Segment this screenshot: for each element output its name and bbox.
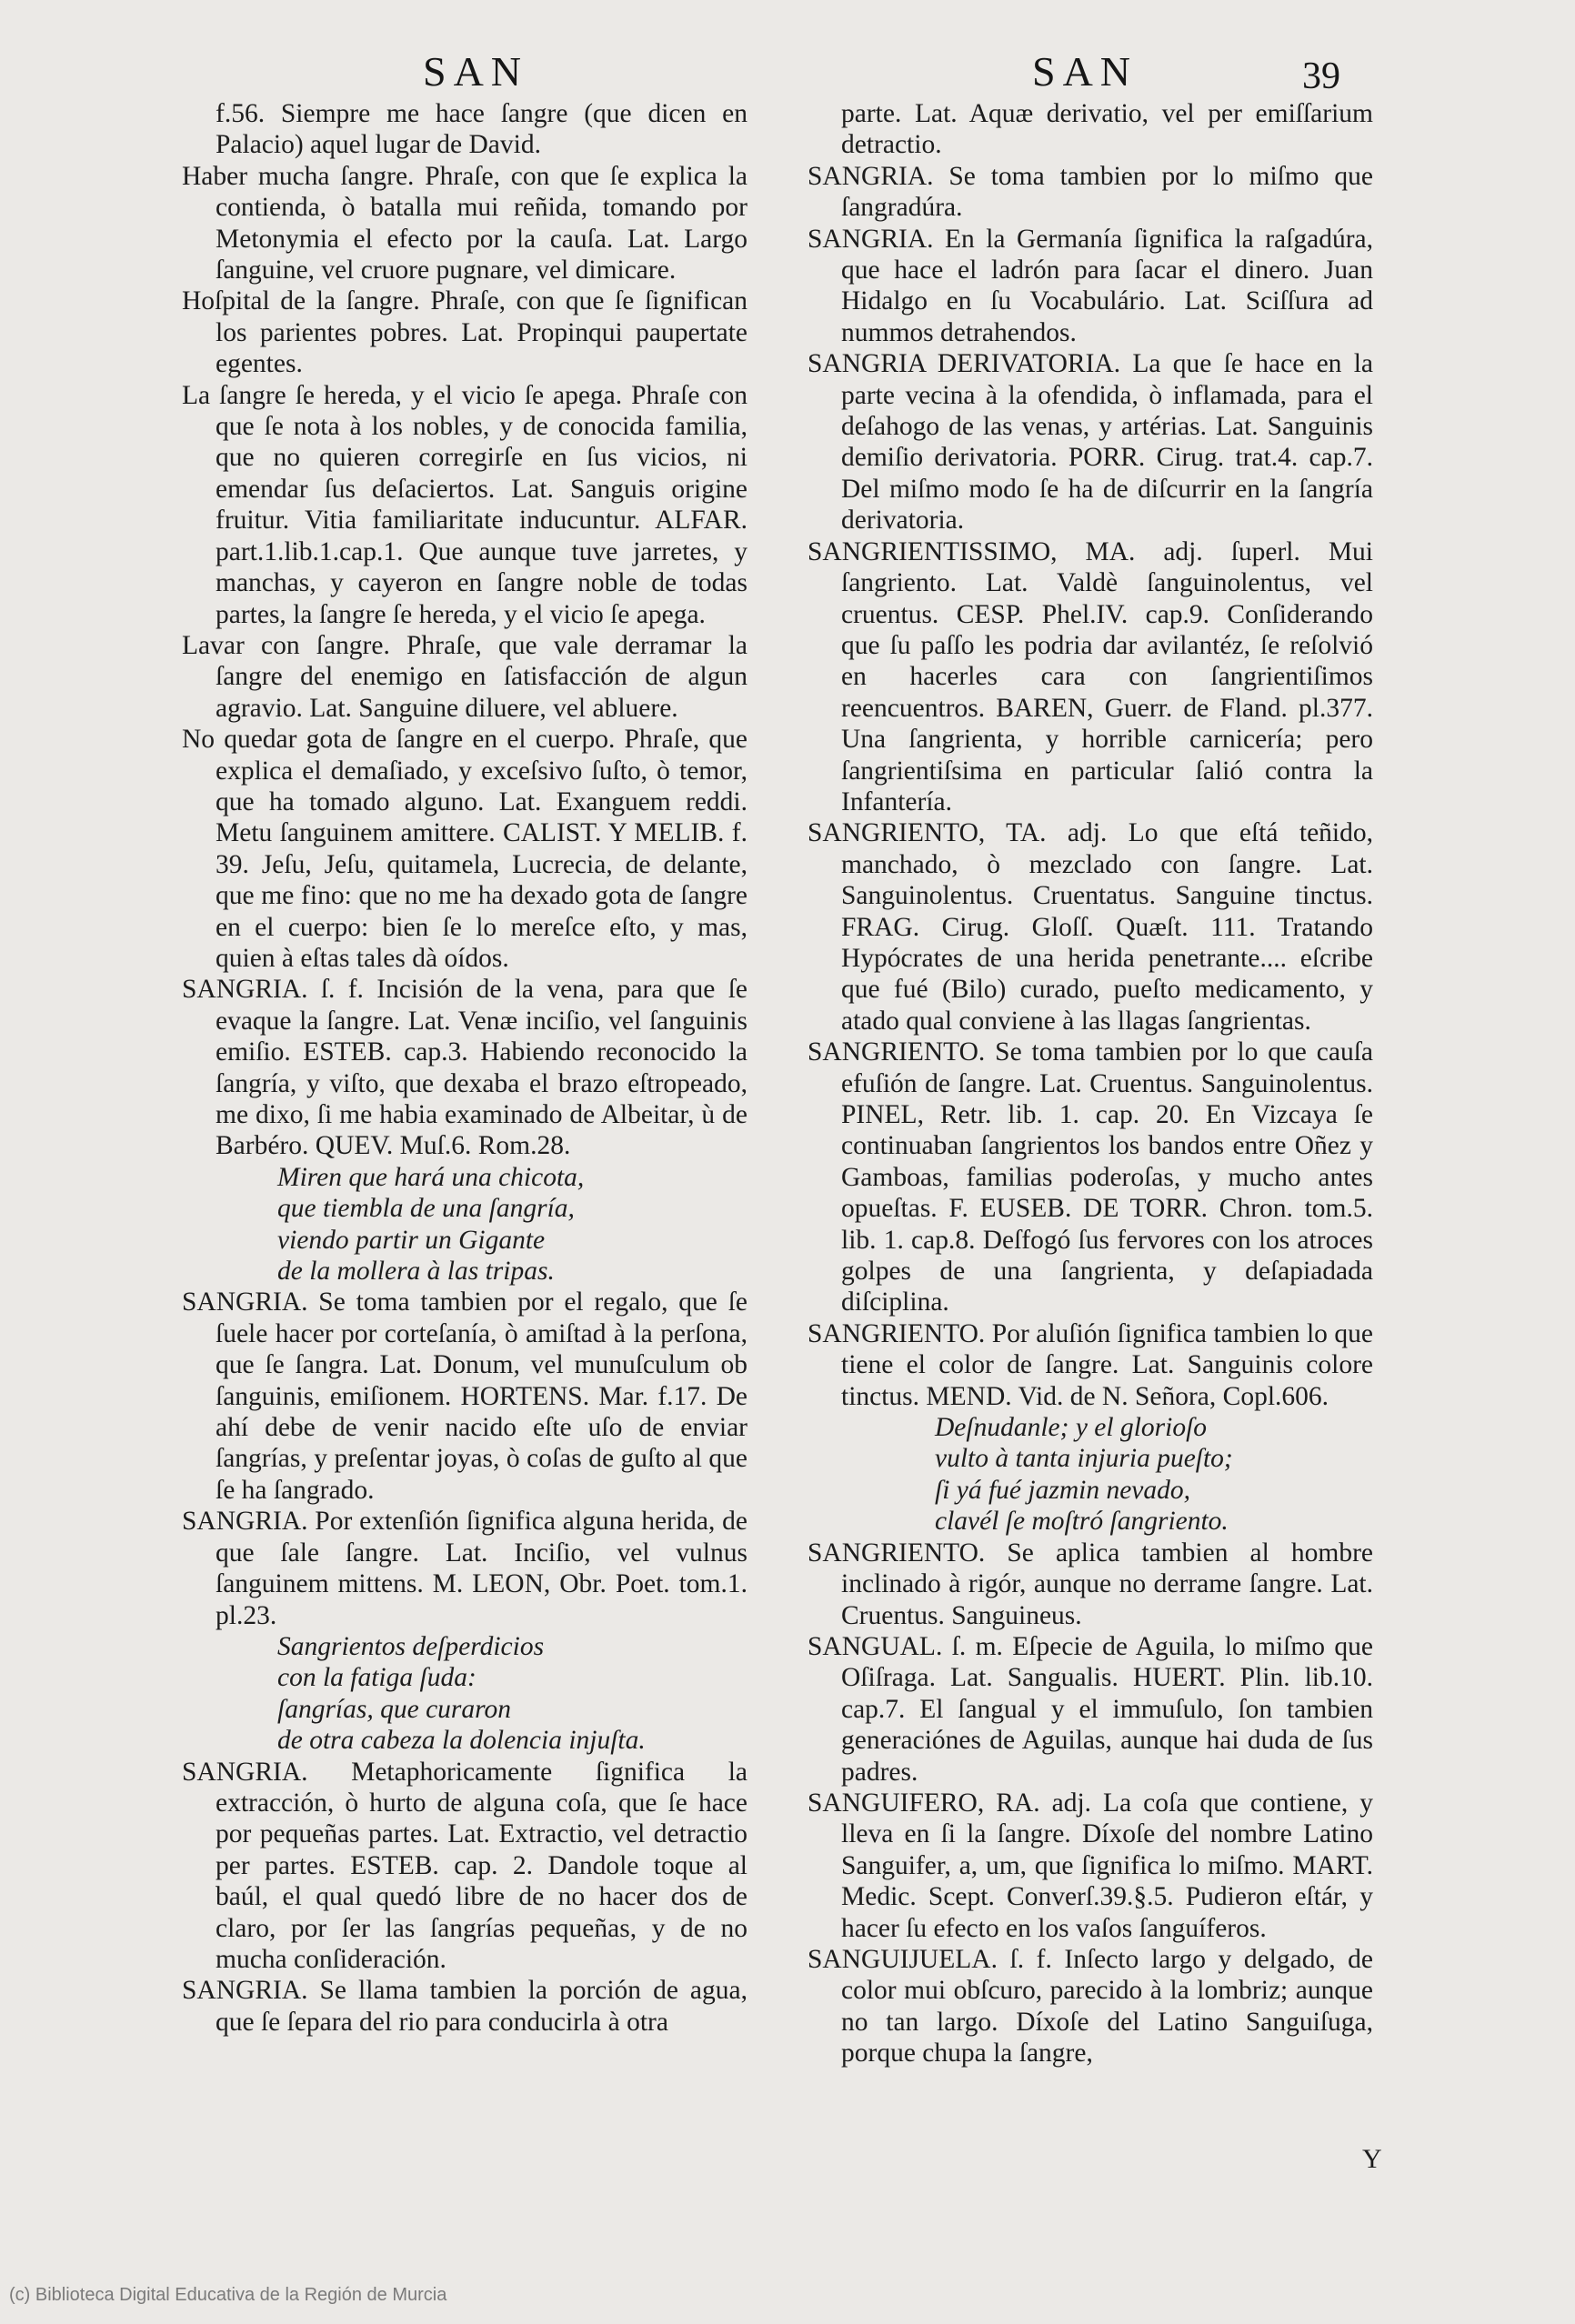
dictionary-entry: SANGRIA. Metaphoricamente ſignifica la extracción, ò hurto de alguna coſa, que ſe hace por pequeñas partes. Lat. Extractio, vel detractio per partes. ESTEB. cap. 2. Dandole toque al baúl, el qual quedó libre de no hacer dos de claro, por ſer las ſangrías pequeñas, y de no mucha conſideración. bbox=[182, 1757, 747, 1974]
dictionary-entry: SANGRIA DERIVATORIA. La que ſe hace en la parte vecina à la ofendida, ò inflamada, para el deſahogo de las venas, y artérias. Lat. Sanguinis demiſio derivatoria. PORR. Cirug. trat.4. cap.7. Del miſmo modo ſe ha de diſcurrir en la ſangría derivatoria. bbox=[808, 349, 1373, 536]
page-number: 39 bbox=[1302, 55, 1340, 97]
dictionary-entry: SANGRIA. Se llama tambien la porción de agua, que ſe ſepara del rio para conducirla à otra bbox=[182, 1976, 747, 2037]
verse-quote: Deſnudanle; y el glorioſo vulto à tanta injuria pueſto; ſi yá fué jazmin nevado, clavél ſe moſtró ſangriento. bbox=[935, 1413, 1233, 1537]
dictionary-entry: SANGRIA. ſ. f. Incisión de la vena, para que ſe evaque la ſangre. Lat. Venæ inciſio, vel ſanguinis emiſio. ESTEB. cap.3. Habiendo reconocido la ſangría, y viſto, que dexaba el brazo eſtropeado, me dixo, ſi me habia examinado de Albeitar, ù de Barbéro. QUEV. Muſ.6. Rom.28. bbox=[182, 975, 747, 1161]
verse-quote: Sangrientos deſperdicios con la fatiga ſuda: ſangrías, que curaron de otra cabeza la dolencia injuſta. bbox=[277, 1631, 646, 1756]
dictionary-entry: SANGRIENTISSIMO, MA. adj. ſuperl. Mui ſangriento. Lat. Valdè ſanguinolentus, vel cruentus. CESP. Phel.IV. cap.9. Conſiderando que ſu paſſo les podria dar avilantéz, ſe reſolvió en hacerles cara con ſangrientiſimos reencuentros. BAREN, Guerr. de Fland. pl.377. Una ſangrienta, y horrible carnicería; pero ſangrientiſsima en particular ſalió contra la Infantería. bbox=[808, 536, 1373, 816]
dictionary-entry: SANGUAL. ſ. m. Eſpecie de Aguila, lo miſmo que Oſiſraga. Lat. Sangualis. HUERT. Plin. lib.10. cap.7. El ſangual y el immuſulo, ſon tambien generaciónes de Aguilas, aunque hai duda de ſus padres. bbox=[808, 1631, 1373, 1787]
dictionary-entry: SANGRIENTO. Por aluſión ſignifica tambien lo que tiene el color de ſangre. Lat. Sanguinis colore tinctus. MEND. Vid. de N. Señora, Copl.606. bbox=[808, 1318, 1373, 1411]
verse-quote: Miren que hará una chicota, que tiembla de una ſangría, viendo partir un Gigante de la mollera à las tripas. bbox=[277, 1162, 585, 1287]
dictionary-entry: Lavar con ſangre. Phraſe, que vale derramar la ſangre del enemigo en ſatisfacción de algun agravio. Lat. Sanguine diluere, vel abluere. bbox=[182, 630, 747, 723]
dictionary-entry: La ſangre ſe hereda, y el vicio ſe apega. Phraſe con que ſe nota à los nobles, y de conocida familia, que no quieren corregirſe en ſus vicios, ni emendar ſus deſaciertos. Lat. Sanguis origine fruitur. Vitia familiaritate inducuntur. ALFAR. part.1.lib.1.cap.1. Que aunque tuve jarretes, y manchas, y cayeron en ſangre noble de todas partes, la ſangre ſe hereda, y el vicio ſe apega. bbox=[182, 380, 747, 629]
left-column bbox=[182, 98, 747, 2038]
dictionary-entry: SANGRIENTO. Se toma tambien por lo que cauſa efuſión de ſangre. Lat. Cruentus. Sanguinolentus. PINEL, Retr. lib. 1. cap. 20. En Vizcaya ſe continuaban ſangrientos los bandos entre Oñez y Gamboas, familias poderoſas, y mucho antes opueſtas. F. EUSEB. DE TORR. Chron. tom.5. lib. 1. cap.8. Deſfogó ſus fervores con los atroces golpes de una ſangrienta, y deſapiadada diſciplina. bbox=[808, 1037, 1373, 1317]
catchword: Y bbox=[1362, 2144, 1382, 2174]
right-column bbox=[808, 98, 1373, 2069]
dictionary-entry: Haber mucha ſangre. Phraſe, con que ſe explica la contienda, ò batalla mui reñida, tomando por Metonymia el efecto por la cauſa. Lat. Largo ſanguine, vel cruore pugnare, vel dimicare. bbox=[182, 161, 747, 285]
running-head-right: SAN bbox=[1032, 48, 1139, 95]
dictionary-entry: SANGRIA. En la Germanía ſignifica la raſgadúra, que hace el ladrón para ſacar el dinero. Juan Hidalgo en ſu Vocabulário. Lat. Sciſſura ad nummos detrahendos. bbox=[808, 224, 1373, 347]
dictionary-entry: Hoſpital de la ſangre. Phraſe, con que ſe ſignifican los parientes pobres. Lat. Propinqui paupertate egentes. bbox=[182, 286, 747, 379]
dictionary-entry: No quedar gota de ſangre en el cuerpo. Phraſe, que explica el demaſiado, y exceſsivo ſuſto, ò temor, que ha tomado alguno. Lat. Exanguem reddi. Metu ſanguinem amittere. CALIST. Y MELIB. f. 39. Jeſu, Jeſu, quitamela, Lucrecia, de delante, que me fino: que no me ha dexado gota de ſangre en el cuerpo: bien ſe lo mereſce eſto, y mas, quien à eſtas tales dà oídos. bbox=[182, 725, 747, 973]
dictionary-entry: SANGRIA. Se toma tambien por el regalo, que ſe ſuele hacer por corteſanía, ò amiſtad à la perſona, que ſe ſangra. Lat. Donum, vel munuſculum ob ſanguinis, emiſionem. HORTENS. Mar. f.17. De ahí debe de venir nacido eſte uſo de enviar ſangrías, y preſentar joyas, ò coſas de guſto al que ſe ha ſangrado. bbox=[182, 1287, 747, 1505]
dictionary-entry: SANGRIA. Se toma tambien por lo miſmo que ſangradúra. bbox=[808, 161, 1373, 223]
dictionary-entry: SANGUIJUELA. ſ. f. Inſecto largo y delgado, de color mui obſcuro, parecido à la lombriz; aunque no tan largo. Díxoſe del Latino Sanguiſuga, porque chupa la ſangre, bbox=[808, 1944, 1373, 2069]
dictionary-entry: SANGRIENTO, TA. adj. Lo que eſtá teñido, manchado, ò mezclado con ſangre. Lat. Sanguinolentus. Cruentatus. Sanguine tinctus. FRAG. Cirug. Gloſſ. Quæſt. 111. Tratando Hypócrates de una herida penetrante.... eſcribe que fué (Bilo) curado, pueſto medicamento, y atado qual conviene à las llagas ſangrientas. bbox=[808, 818, 1373, 1036]
copyright-footer: (c) Biblioteca Digital Educativa de la Región de Murcia bbox=[9, 2285, 447, 2305]
dictionary-entry: parte. Lat. Aquæ derivatio, vel per emiſſarium detractio. bbox=[841, 99, 1373, 160]
dictionary-entry: SANGUIFERO, RA. adj. La coſa que contiene, y lleva en ſi la ſangre. Díxoſe del nombre Latino Sanguifer, a, um, que ſignifica lo miſmo. MART. Medic. Scept. Converſ.39.§.5. Pudieron eſtár, y hacer ſu efecto en los vaſos ſanguíferos. bbox=[808, 1788, 1373, 1943]
dictionary-entry: SANGRIENTO. Se aplica tambien al hombre inclinado à rigór, aunque no derrame ſangre. Lat. Cruentus. Sanguineus. bbox=[808, 1538, 1373, 1630]
dictionary-entry: f.56. Siempre me hace ſangre (que dicen en Palacio) aquel lugar de David. bbox=[216, 99, 747, 160]
running-head-left: SAN bbox=[423, 48, 529, 95]
dictionary-entry: SANGRIA. Por extenſión ſignifica alguna herida, de que ſale ſangre. Lat. Inciſio, vel vulnus ſanguinem mittens. M. LEON, Obr. Poet. tom.1. pl.23. bbox=[182, 1507, 747, 1630]
